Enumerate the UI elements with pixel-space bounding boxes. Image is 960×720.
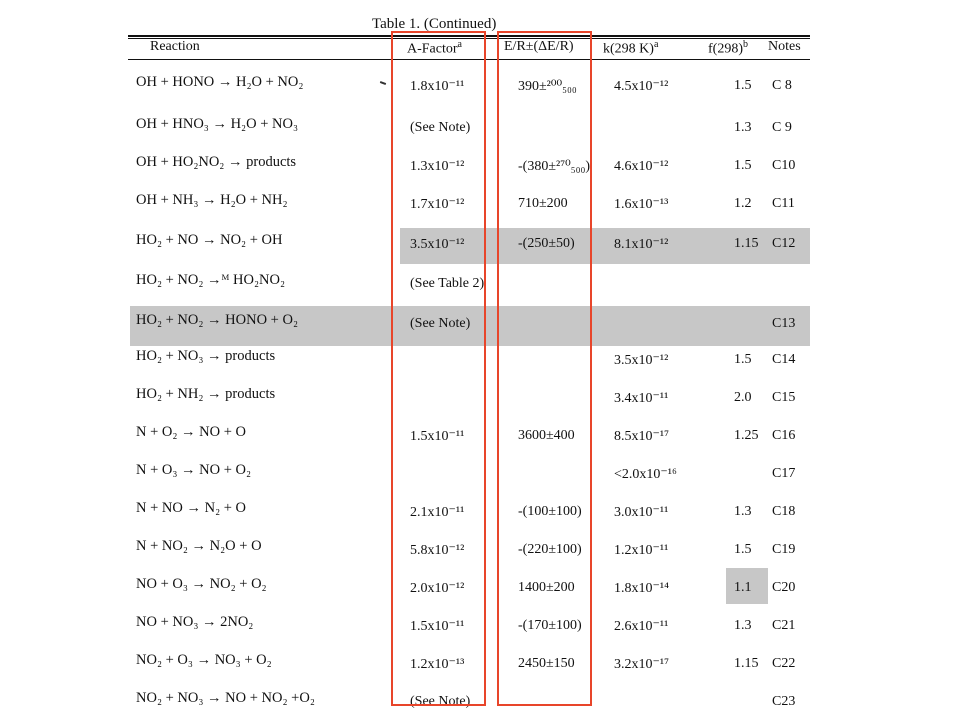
cell-afactor: 2.1x10⁻¹¹ bbox=[410, 505, 465, 520]
cell-notes: C19 bbox=[772, 542, 796, 557]
cell-notes: C16 bbox=[772, 428, 796, 443]
highlight-box-afactor bbox=[391, 31, 486, 706]
highlight-box-er bbox=[497, 31, 592, 706]
header-k298: k(298 K)$^a$ bbox=[603, 39, 659, 57]
cell-reaction: N + O₂ → NO + O bbox=[136, 424, 247, 440]
cell-k298: 3.5x10⁻¹² bbox=[614, 353, 669, 368]
cell-reaction: OH + HONO → H₂O + NO₂ bbox=[136, 74, 304, 90]
cell-notes: C 8 bbox=[772, 78, 792, 93]
cell-f298: 1.5 bbox=[734, 78, 752, 93]
cell-notes: C10 bbox=[772, 158, 796, 173]
cell-afactor: 2.0x10⁻¹² bbox=[410, 581, 465, 596]
cell-k298: 3.4x10⁻¹¹ bbox=[614, 391, 669, 406]
cell-er: 1400±200 bbox=[518, 580, 575, 595]
cell-notes: C22 bbox=[772, 656, 796, 671]
cell-afactor: (See Note) bbox=[410, 120, 471, 135]
cell-f298: 1.25 bbox=[734, 428, 759, 443]
cell-k298: 1.6x10⁻¹³ bbox=[614, 197, 669, 212]
cell-notes: C 9 bbox=[772, 120, 792, 135]
cell-k298: 1.8x10⁻¹⁴ bbox=[614, 581, 669, 596]
cell-k298: 3.2x10⁻¹⁷ bbox=[614, 657, 669, 672]
cell-reaction: HO₂ + NO₂ →ᴹ HO₂NO₂ bbox=[136, 272, 286, 288]
cell-reaction: N + NO → N₂ + O bbox=[136, 500, 247, 516]
cell-er: 2450±150 bbox=[518, 656, 575, 671]
cell-k298: 8.1x10⁻¹² bbox=[614, 237, 669, 252]
cell-k298: 2.6x10⁻¹¹ bbox=[614, 619, 669, 634]
cell-f298: 1.1 bbox=[734, 580, 752, 595]
cell-er: 390±²⁰⁰₅₀₀ bbox=[518, 79, 577, 94]
cell-er: -(170±100) bbox=[518, 618, 582, 633]
cell-afactor: 1.7x10⁻¹² bbox=[410, 197, 465, 212]
cell-reaction: OH + NH₃ → H₂O + NH₂ bbox=[136, 192, 288, 208]
cell-f298: 1.15 bbox=[734, 656, 759, 671]
cell-afactor: 1.3x10⁻¹² bbox=[410, 159, 465, 174]
cell-er: 710±200 bbox=[518, 196, 568, 211]
cell-f298: 1.2 bbox=[734, 196, 752, 211]
cell-k298: 8.5x10⁻¹⁷ bbox=[614, 429, 669, 444]
cell-afactor: (See Table 2) bbox=[410, 276, 485, 291]
cell-reaction: NO + O₃ → NO₂ + O₂ bbox=[136, 576, 267, 592]
cell-f298: 1.5 bbox=[734, 352, 752, 367]
cell-f298: 1.3 bbox=[734, 120, 752, 135]
cell-reaction: HO₂ + NO₃ → products bbox=[136, 348, 276, 364]
cell-k298: <2.0x10⁻¹⁶ bbox=[614, 467, 677, 482]
cell-k298: 1.2x10⁻¹¹ bbox=[614, 543, 669, 558]
cell-reaction: HO₂ + NH₂ → products bbox=[136, 386, 276, 402]
cell-notes: C20 bbox=[772, 580, 796, 595]
cell-f298: 1.3 bbox=[734, 618, 752, 633]
cell-f298: 1.15 bbox=[734, 236, 759, 251]
cell-er: -(220±100) bbox=[518, 542, 582, 557]
cell-notes: C23 bbox=[772, 694, 796, 709]
cell-reaction: NO₂ + NO₃ → NO + NO₂ +O₂ bbox=[136, 690, 315, 706]
cell-f298: 1.5 bbox=[734, 542, 752, 557]
cell-afactor: (See Note) bbox=[410, 694, 471, 709]
cell-notes: C17 bbox=[772, 466, 796, 481]
cell-reaction: NO₂ + O₃ → NO₃ + O₂ bbox=[136, 652, 272, 668]
cell-afactor: 1.5x10⁻¹¹ bbox=[410, 429, 465, 444]
cell-afactor: (See Note) bbox=[410, 316, 471, 331]
cell-f298: 2.0 bbox=[734, 390, 752, 405]
cell-afactor: 5.8x10⁻¹² bbox=[410, 543, 465, 558]
header-notes: Notes bbox=[768, 39, 801, 54]
cell-f298: 1.5 bbox=[734, 158, 752, 173]
header-reaction: Reaction bbox=[150, 39, 200, 54]
cell-reaction: OH + HNO₃ → H₂O + NO₃ bbox=[136, 116, 299, 132]
cell-er: -(250±50) bbox=[518, 236, 575, 251]
table-title: Table 1. (Continued) bbox=[372, 16, 497, 32]
cell-f298: 1.3 bbox=[734, 504, 752, 519]
cell-notes: C11 bbox=[772, 196, 795, 211]
header-er: E/R±(ΔE/R) bbox=[504, 39, 574, 54]
header-afactor: A-Factor$^a$ bbox=[407, 39, 462, 57]
cell-reaction: HO₂ + NO → NO₂ + OH bbox=[136, 232, 283, 248]
cell-reaction: NO + NO₃ → 2NO₂ bbox=[136, 614, 254, 630]
cell-k298: 4.5x10⁻¹² bbox=[614, 79, 669, 94]
cell-notes: C14 bbox=[772, 352, 796, 367]
cell-reaction: HO₂ + NO₂ → HONO + O₂ bbox=[136, 312, 299, 328]
cell-notes: C18 bbox=[772, 504, 796, 519]
cell-er: -(380±²⁷⁰₅₀₀) bbox=[518, 159, 591, 174]
header-f298: $f(298)^b$ bbox=[708, 39, 748, 57]
cell-notes: C13 bbox=[772, 316, 796, 331]
cell-reaction: OH + HO₂NO₂ → products bbox=[136, 154, 297, 170]
cell-afactor: 3.5x10⁻¹² bbox=[410, 237, 465, 252]
cell-k298: 3.0x10⁻¹¹ bbox=[614, 505, 669, 520]
cell-notes: C21 bbox=[772, 618, 796, 633]
cell-afactor: 1.5x10⁻¹¹ bbox=[410, 619, 465, 634]
cell-er: 3600±400 bbox=[518, 428, 575, 443]
cell-er: -(100±100) bbox=[518, 504, 582, 519]
cell-afactor: 1.2x10⁻¹³ bbox=[410, 657, 465, 672]
cell-k298: 4.6x10⁻¹² bbox=[614, 159, 669, 174]
cell-notes: C12 bbox=[772, 236, 796, 251]
cell-afactor: 1.8x10⁻¹¹ bbox=[410, 79, 465, 94]
cell-reaction: N + NO₂ → N₂O + O bbox=[136, 538, 262, 554]
cell-reaction: N + O₃ → NO + O₂ bbox=[136, 462, 252, 478]
cell-notes: C15 bbox=[772, 390, 796, 405]
